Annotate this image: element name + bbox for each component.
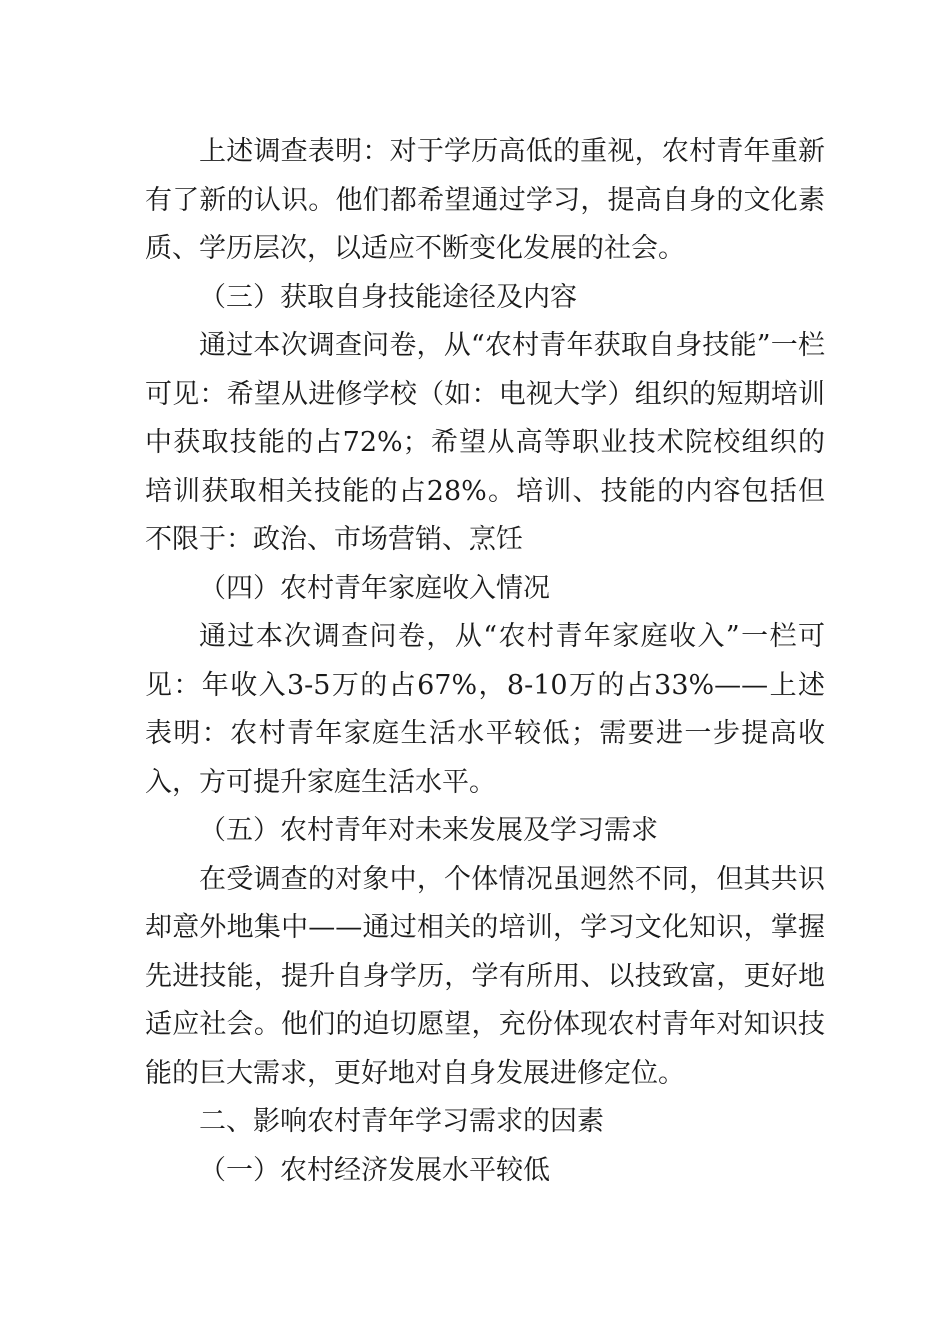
section-heading-economy: （一）农村经济发展水平较低 <box>199 1154 550 1186</box>
paragraph-skills-survey: 通过本次调查问卷，从“农村青年获取自身技能”一栏可见：希望从进修学校（如：电视大学）组织的短期培训中获取技能的占72%；希望从高等职业技术院校组织的培训获取相关技能的占28%。培训、技能的内容包括但不限于：政治、市场营销、烹饪 <box>145 330 825 555</box>
section-heading-skills: （三）获取自身技能途径及内容 <box>199 281 577 313</box>
paragraph-education-findings: 上述调查表明：对于学历高低的重视，农村青年重新有了新的认识。他们都希望通过学习，提高自身的文化素质、学历层次，以适应不断变化发展的社会。 <box>145 136 825 264</box>
document-body <box>145 128 825 1195</box>
section-heading-income: （四）农村青年家庭收入情况 <box>199 572 550 604</box>
section-heading-future-needs: （五）农村青年对未来发展及学习需求 <box>199 815 658 846</box>
chapter-heading-factors: 二、影响农村青年学习需求的因素 <box>199 1106 604 1137</box>
paragraph-future-needs: 在受调查的对象中，个体情况虽迥然不同，但其共识却意外地集中——通过相关的培训，学习文化知识，掌握先进技能，提升自身学历，学有所用、以技致富，更好地适应社会。他们的迫切愿望，充份体现农村青年对知识技能的巨大需求，更好地对自身发展进修定位。 <box>145 863 825 1089</box>
paragraph-income-survey: 通过本次调查问卷，从“农村青年家庭收入”一栏可见：年收入3-5万的占67%，8-10万的占33%——上述表明：农村青年家庭生活水平较低；需要进一步提高收入，方可提升家庭生活水平。 <box>145 621 825 798</box>
